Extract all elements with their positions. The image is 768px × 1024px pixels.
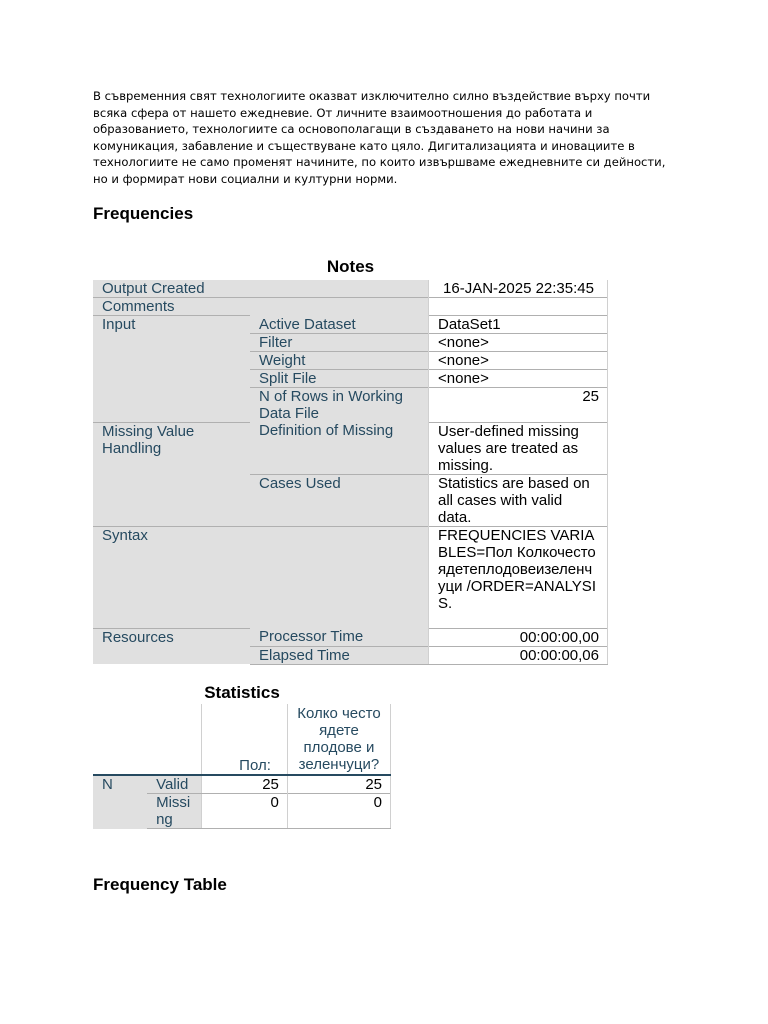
statistics-table-title: Statistics xyxy=(204,683,280,702)
statistics-valid-gender: 25 xyxy=(202,775,288,794)
statistics-n-label: N xyxy=(93,775,147,829)
intro-paragraph: В съвременния свят технологиите оказват изключително силно въздействие върху почти всяка сфера от нашето ежедневие. От личните взаимоотношения до работата и образованието, технологиите са основополагащи в създаването на нови начини за комуникация, забавление и съществуване като цяло. Дигитализацията и иновациите в технологиите не само променят начините, по които извършваме ежедневните си дейности, но и формират нови социални и културни норми. xyxy=(93,89,666,186)
notes-row-active-dataset xyxy=(93,316,608,334)
notes-row-definition-missing xyxy=(93,422,608,474)
active-dataset-value: DataSet1 xyxy=(429,316,608,334)
definition-missing-value: User-defined missing values are treated as missing. xyxy=(429,422,608,474)
resources-label: Resources xyxy=(93,628,250,664)
statistics-header-row xyxy=(93,704,391,775)
processor-time-label: Processor Time xyxy=(250,628,429,646)
cases-used-label: Cases Used xyxy=(250,474,429,526)
missing-value-handling-label: Missing Value Handling xyxy=(93,422,250,526)
filter-value: <none> xyxy=(429,334,608,352)
statistics-valid-fruit-veg: 25 xyxy=(287,775,390,794)
split-file-label: Split File xyxy=(250,370,429,388)
statistics-missing-gender: 0 xyxy=(202,794,288,829)
heading-frequency-table: Frequency Table xyxy=(93,875,227,894)
statistics-missing-fruit-veg: 0 xyxy=(287,794,390,829)
processor-time-value: 00:00:00,00 xyxy=(429,628,608,646)
notes-row-comments xyxy=(93,298,608,316)
weight-label: Weight xyxy=(250,352,429,370)
statistics-missing-label: Missing xyxy=(147,794,202,829)
syntax-value: FREQUENCIES VARIABLES=Пол Колкочестоядетеплодовеизеленчуци /ORDER=ANALYSIS. xyxy=(429,526,608,628)
definition-missing-label: Definition of Missing xyxy=(250,422,429,474)
weight-value: <none> xyxy=(429,352,608,370)
syntax-label: Syntax xyxy=(93,526,429,628)
n-rows-label: N of Rows in Working Data File xyxy=(250,388,429,423)
elapsed-time-value: 00:00:00,06 xyxy=(429,646,608,664)
notes-table xyxy=(93,280,608,665)
statistics-header-blank-1 xyxy=(93,704,147,775)
output-created-value: 16-JAN-2025 22:35:45 xyxy=(429,280,608,298)
elapsed-time-label: Elapsed Time xyxy=(250,646,429,664)
notes-row-output-created xyxy=(93,280,608,298)
notes-row-syntax xyxy=(93,526,608,628)
cases-used-value: Statistics are based on all cases with valid data. xyxy=(429,474,608,526)
active-dataset-label: Active Dataset xyxy=(250,316,429,334)
statistics-col-fruit-veg: Колко често ядете плодове и зеленчуци? xyxy=(287,704,390,775)
input-label: Input xyxy=(93,316,250,423)
notes-row-processor-time xyxy=(93,628,608,646)
comments-value xyxy=(429,298,608,316)
statistics-header-blank-2 xyxy=(147,704,202,775)
statistics-valid-label: Valid xyxy=(147,775,202,794)
n-rows-value: 25 xyxy=(429,388,608,423)
output-created-label: Output Created xyxy=(93,280,429,298)
split-file-value: <none> xyxy=(429,370,608,388)
filter-label: Filter xyxy=(250,334,429,352)
comments-label: Comments xyxy=(93,298,429,316)
statistics-table xyxy=(93,704,391,829)
statistics-col-gender: Пол: xyxy=(202,704,288,775)
statistics-row-valid xyxy=(93,775,391,794)
notes-table-title: Notes xyxy=(326,257,375,276)
heading-frequencies: Frequencies xyxy=(93,204,194,223)
